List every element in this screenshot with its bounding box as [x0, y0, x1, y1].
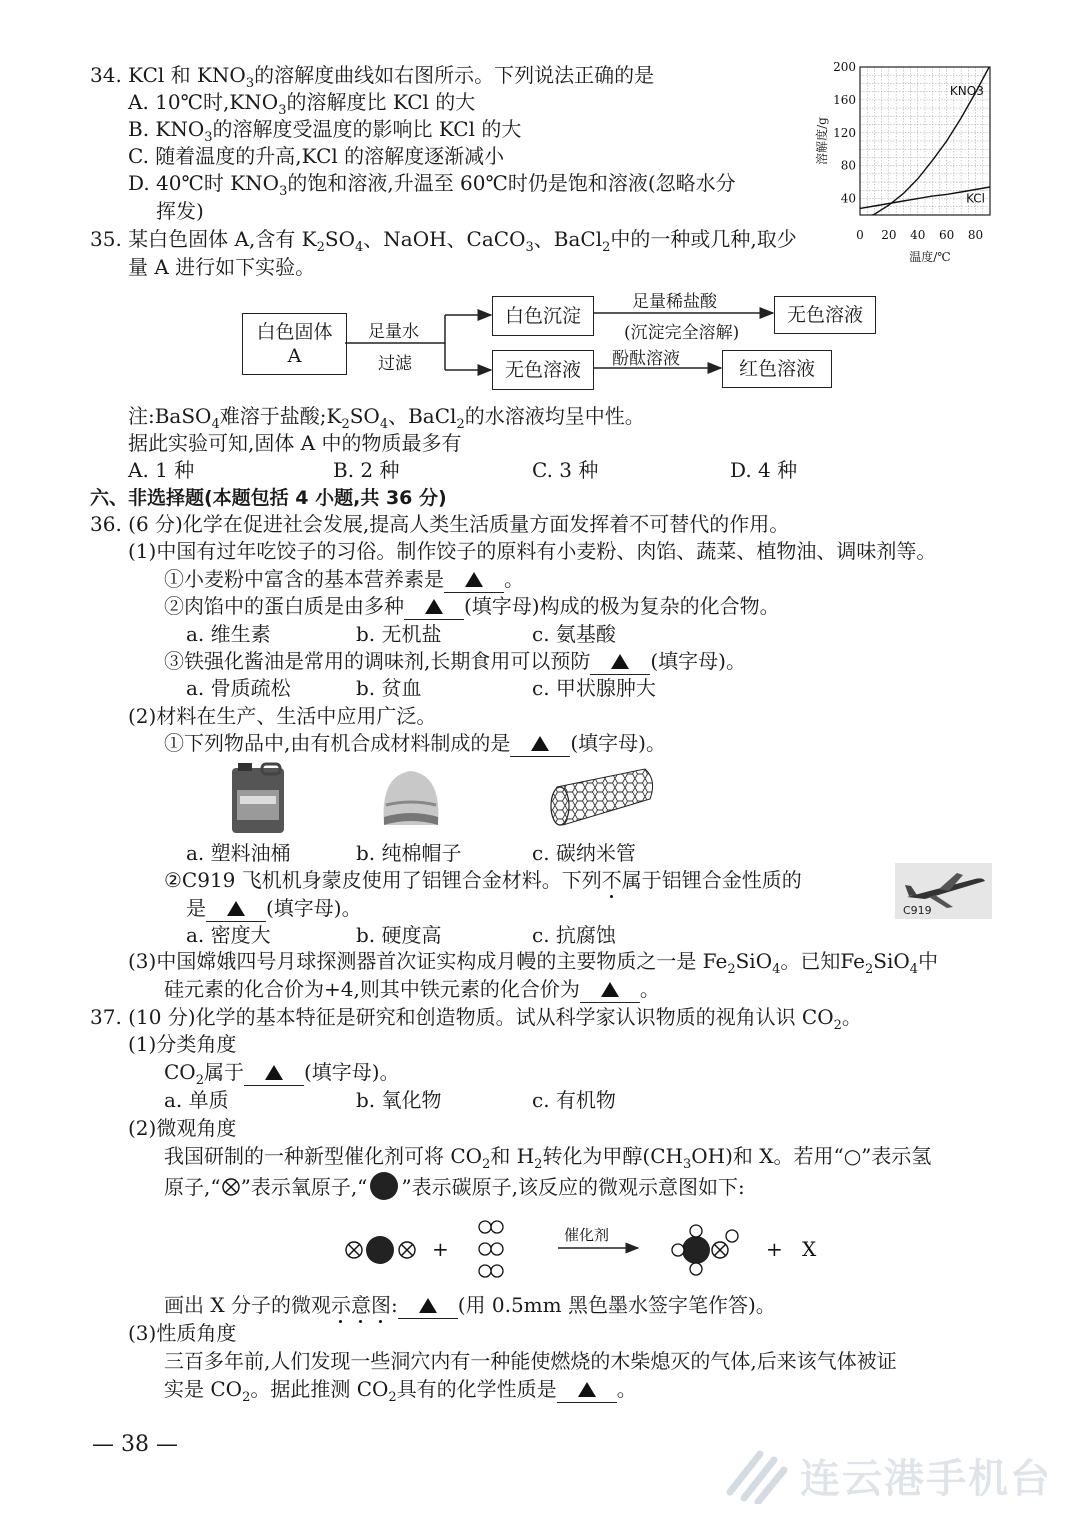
answer-blank[interactable] [590, 648, 650, 675]
carbon-nanotube-image [545, 765, 660, 830]
plastic-oil-barrel-image [228, 760, 288, 835]
page-number: — 38 — [92, 1432, 178, 1457]
q35-option-c: C. 3 种 [532, 458, 599, 482]
answer-blank[interactable] [404, 593, 464, 620]
q36-1b-option-a: a. 维生素 [186, 622, 271, 646]
q36-1b: ②肉馅中的蛋白质是由多种 (填字母)构成的极为复杂的化合物。 [164, 594, 780, 618]
q36-1a: ①小麦粉中富含的基本营养素是 。 [164, 567, 524, 591]
q35-option-a: A. 1 种 [128, 458, 195, 482]
q37-1-option-c: c. 有机物 [532, 1088, 616, 1112]
methanol-molecule [672, 1225, 738, 1275]
y-tick-label: 80 [840, 158, 856, 173]
q37-3b: 实是 $CO_2$。据此推测 $CO_2$具有的化学性质是 。 [164, 1377, 637, 1405]
q37-part2: (2)微观角度 [128, 1116, 237, 1140]
q34-option-c: C. 随着温度的升高,KCl 的溶解度逐渐减小 [128, 144, 505, 168]
x-axis-label: 温度/℃ [909, 250, 951, 264]
q35-stem-cont: 量 A 进行如下实验。 [128, 255, 316, 279]
y-tick-label: 160 [833, 92, 856, 107]
q37-2b: 原子,“ ”表示氧原子,“ ”表示碳原子,该反应的微观示意图如下: [164, 1171, 745, 1201]
q37-part1: (1)分类角度 [128, 1032, 237, 1056]
y-tick-label: 120 [833, 125, 856, 140]
q36-2b-option-a: a. 密度大 [186, 923, 271, 947]
triangle-icon [578, 1382, 596, 1397]
plus-sign-2: + [766, 1237, 783, 1261]
q37-part3: (3)性质角度 [128, 1321, 237, 1345]
triangle-icon [227, 901, 245, 916]
co2-molecule [346, 1236, 415, 1264]
triangle-icon [611, 654, 629, 669]
x-tick-label: 0 [856, 228, 864, 242]
q34-option-d: D. 40℃时 $KNO_3$的饱和溶液,升温至 60℃时仍是饱和溶液(忽略水分 [128, 171, 736, 199]
answer-blank[interactable] [580, 976, 640, 1003]
q36-1c-option-a: a. 骨质疏松 [186, 676, 291, 700]
triangle-icon [265, 1065, 283, 1080]
triangle-icon [425, 599, 443, 614]
c919-plane-image [895, 863, 992, 919]
q35-ask: 据此实验可知,固体 A 中的物质最多有 [128, 431, 462, 455]
q37-3a: 三百多年前,人们发现一些洞穴内有一种能使燃烧的木柴熄灭的气体,后来该气体被证 [164, 1349, 897, 1373]
flow-label-filter: 过滤 [378, 354, 412, 374]
q36-1c-option-c: c. 甲状腺肿大 [532, 676, 656, 700]
watermark-logo-icon [722, 1444, 792, 1504]
answer-blank[interactable] [244, 1059, 304, 1086]
q37-2c: 画出 X 分子的微观示意图: (用 0.5mm 黑色墨水签字笔作答)。 [164, 1293, 776, 1317]
q36-2a-option-b: b. 纯棉帽子 [356, 841, 462, 865]
watermark-text: 连云港手机台 [800, 1456, 1052, 1502]
section-title: 六、非选择题(本题包括 4 小题,共 36 分) [90, 487, 447, 509]
q36-stem: 36. (6 分)化学在促进社会发展,提高人类生活质量方面发挥着不可替代的作用。 [90, 512, 790, 536]
q36-1b-option-c: c. 氨基酸 [532, 622, 616, 646]
plane-label: C919 [903, 904, 932, 917]
answer-blank[interactable] [398, 1292, 458, 1319]
flow-colorless-solution-1: 无色溶液 [492, 350, 594, 390]
q37-1-option-b: b. 氧化物 [356, 1088, 442, 1112]
y-axis-label: 溶解度/g [815, 117, 829, 165]
flow-arrows [340, 290, 790, 400]
q34-option-b: B. $KNO_3$的溶解度受温度的影响比 KCl 的大 [128, 117, 522, 145]
q36-2b-cont: 是 (填字母)。 [186, 896, 362, 920]
flow-label-dissolve: (沉淀完全溶解) [624, 323, 740, 343]
h2-molecules [479, 1221, 503, 1277]
flow-white-solid: 白色固体 A [242, 313, 347, 375]
triangle-icon [419, 1298, 437, 1313]
q36-1c: ③铁强化酱油是常用的调味剂,长期食用可以预防 (填字母)。 [164, 649, 746, 673]
plus-sign: + [432, 1237, 449, 1261]
q36-2a: ①下列物品中,由有机合成材料制成的是 (填字母)。 [164, 731, 666, 755]
q34-stem: 34. KCl 和 $KNO_3$的溶解度曲线如右图所示。下列说法正确的是 [90, 63, 655, 91]
q36-part2: (2)材料在生产、生活中应用广泛。 [128, 704, 437, 728]
triangle-icon [531, 736, 549, 751]
triangle-icon [465, 572, 483, 587]
triangle-icon [601, 982, 619, 997]
chart-labels [814, 60, 985, 264]
flow-label-acid: 足量稀盐酸 [632, 292, 717, 312]
q36-2b-option-b: b. 硬度高 [356, 923, 442, 947]
carbon-atom-icon [367, 1171, 401, 1201]
cotton-hat-image [376, 765, 446, 835]
catalyst-label: 催化剂 [564, 1226, 610, 1244]
q36-2b: ②C919 飞机机身蒙皮使用了铝锂合金材料。下列不属于铝锂合金性质的 [164, 868, 802, 892]
flow-red-solution: 红色溶液 [722, 350, 832, 388]
q35-option-d: D. 4 种 [730, 458, 798, 482]
q36-1b-option-b: b. 无机盐 [356, 622, 442, 646]
q37-stem: 37. (10 分)化学的基本特征是研究和创造物质。试从科学家认识物质的视角认识 $CO_2$。 [90, 1005, 862, 1033]
q34-option-a: A. 10℃时$,KNO_3$的溶解度比 KCl 的大 [128, 90, 476, 118]
q36-2b-option-c: c. 抗腐蚀 [532, 923, 616, 947]
answer-blank[interactable] [510, 730, 570, 757]
q36-part1: (1)中国有过年吃饺子的习俗。制作饺子的原料有小麦粉、肉馅、蔬菜、植物油、调味剂等。 [128, 539, 937, 563]
q36-2a-option-a: a. 塑料油桶 [186, 841, 291, 865]
product-x: X [802, 1237, 817, 1261]
q37-1a: $CO_2$属于 (填字母)。 [164, 1060, 400, 1088]
q34-option-d-cont: 挥发) [156, 199, 204, 223]
q37-1-option-a: a. 单质 [164, 1088, 229, 1112]
answer-blank[interactable] [444, 566, 504, 593]
y-tick-label: 40 [840, 191, 856, 206]
answer-blank[interactable] [206, 895, 266, 922]
x-tick-label: 40 [910, 228, 926, 242]
q35-note: 注:BaSO$_4$难溶于盐酸$;K_2SO_4$、BaCl$_2$的水溶液均呈中性。 [128, 404, 645, 432]
y-tick-label: 200 [833, 60, 856, 74]
q36-1c-option-b: b. 贫血 [356, 676, 422, 700]
q35-stem: 35. 某白色固体 A,含有 $K_2SO_4$、NaOH、CaCO$_3$、BaCl$_2$中的一种或几种,取少 [90, 227, 797, 255]
x-tick-label: 60 [939, 228, 955, 242]
x-tick-label: 20 [881, 228, 897, 242]
flow-label-water: 足量水 [368, 322, 419, 342]
q36-part3-cont: 硅元素的化合价为+4,则其中铁元素的化合价为 。 [164, 977, 660, 1001]
q36-2a-option-c: c. 碳纳米管 [532, 841, 636, 865]
answer-blank[interactable] [557, 1376, 617, 1403]
q35-option-b: B. 2 种 [333, 458, 400, 482]
series-label-kcl: KCl [966, 191, 986, 206]
flow-colorless-solution-2: 无色溶液 [774, 296, 876, 334]
oxygen-atom-icon [221, 1177, 241, 1197]
flow-white-precipitate: 白色沉淀 [492, 296, 594, 336]
q36-part3: (3)中国嫦娥四号月球探测器首次证实构成月幔的主要物质之一是 $Fe_2SiO_4$。已知$Fe_2SiO_4$中 [128, 949, 939, 977]
x-tick-label: 80 [967, 228, 984, 242]
series-label-kno3: KNO3 [949, 83, 984, 98]
solubility-chart [800, 55, 1005, 270]
q37-2a: 我国研制的一种新型催化剂可将 $CO_2$和 $H_2$转化为甲醇$(CH_3OH)$和 X。若用“○”表示氢 [164, 1144, 932, 1172]
flow-label-phenolphthalein: 酚酞溶液 [612, 349, 680, 369]
reaction-diagram [340, 1218, 840, 1286]
